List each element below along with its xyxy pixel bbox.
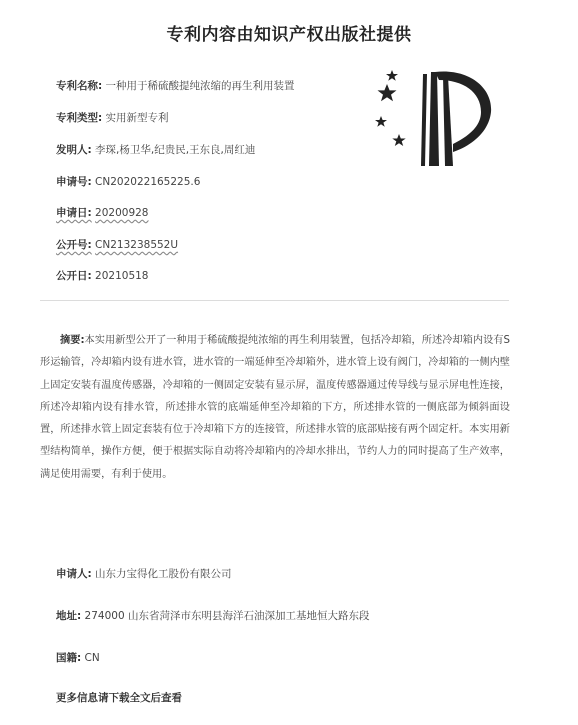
application-date-row <box>56 205 149 220</box>
publication-number-value: CN213238552U <box>95 239 179 251</box>
application-date-label: 申请日: <box>56 207 92 219</box>
patent-office-logo <box>373 66 499 168</box>
publication-date-value: 20210518 <box>95 270 149 282</box>
abstract-text: 本实用新型公开了一种用于稀硫酸提纯浓缩的再生利用装置，包括冷却箱，所述冷却箱内设有S形运输管，冷却箱内设有进水管，进水管的一端延伸至冷却箱外，进水管上设有阀门，冷却箱的一侧内壁上固定安装有温度传感器，冷却箱的一侧固定安装有显示屏，温度传感器通过传导线与显示屏电性连接，所述冷却箱内设有排水管，所述排水管的底端延伸至冷却箱的下方，所述排水管的一侧底部为倾斜面设置，所述排水管上固定套装有位于冷却箱下方的连接管，所述排水管的底部贴接有两个固定杆。本实用新型结构简单，操作方便，便于根据实际自动将冷却箱内的冷却水排出，节约人力的同时提高了生产效率，满足使用需要，有利于使用。 <box>40 335 510 480</box>
country-label: 国籍: <box>56 652 82 664</box>
inventor-label: 发明人: <box>56 144 92 156</box>
applicant-row <box>56 566 232 581</box>
patent-type-row <box>56 110 169 125</box>
logo-stroke-1 <box>421 74 427 166</box>
logo-star-small-left <box>375 116 387 127</box>
patent-name-row <box>56 78 295 93</box>
inventor-row <box>56 142 255 157</box>
logo-stroke-2 <box>429 72 439 166</box>
inventor-value: 李琛,杨卫华,纪贵民,王东良,周红迪 <box>95 144 256 156</box>
application-number-label: 申请号: <box>56 176 92 188</box>
publication-date-label: 公开日: <box>56 270 92 282</box>
application-number-value: CN202022165225.6 <box>95 176 201 188</box>
application-date-value: 20200928 <box>95 207 149 219</box>
applicant-value: 山东力宝得化工股份有限公司 <box>95 568 232 580</box>
country-row <box>56 650 100 665</box>
applicant-label: 申请人: <box>56 568 92 580</box>
abstract-paragraph <box>40 330 510 486</box>
address-label: 地址: <box>56 610 82 622</box>
publication-date-row <box>56 268 149 283</box>
patent-type-label: 专利类型: <box>56 112 103 124</box>
logo-star-small-top <box>386 70 398 81</box>
section-divider <box>40 300 509 301</box>
address-row <box>56 608 369 623</box>
logo-stroke-3 <box>443 76 453 166</box>
logo-star-large <box>378 84 397 101</box>
patent-type-value: 实用新型专利 <box>105 112 169 124</box>
page-title: 专利内容由知识产权出版社提供 <box>166 25 412 45</box>
patent-name-label: 专利名称: <box>56 80 103 92</box>
publication-number-label: 公开号: <box>56 239 92 251</box>
download-more-info-text: 更多信息请下载全文后查看 <box>56 692 182 704</box>
logo-star-mid <box>392 134 405 146</box>
publication-number-row <box>56 237 178 252</box>
application-number-row <box>56 174 200 189</box>
abstract-label: 摘要: <box>60 335 85 346</box>
country-value: CN <box>84 652 100 664</box>
patent-name-value: 一种用于稀硫酸提纯浓缩的再生利用装置 <box>105 80 295 92</box>
address-value: 274000 山东省菏泽市东明县海洋石油深加工基地恒大路东段 <box>84 610 370 622</box>
